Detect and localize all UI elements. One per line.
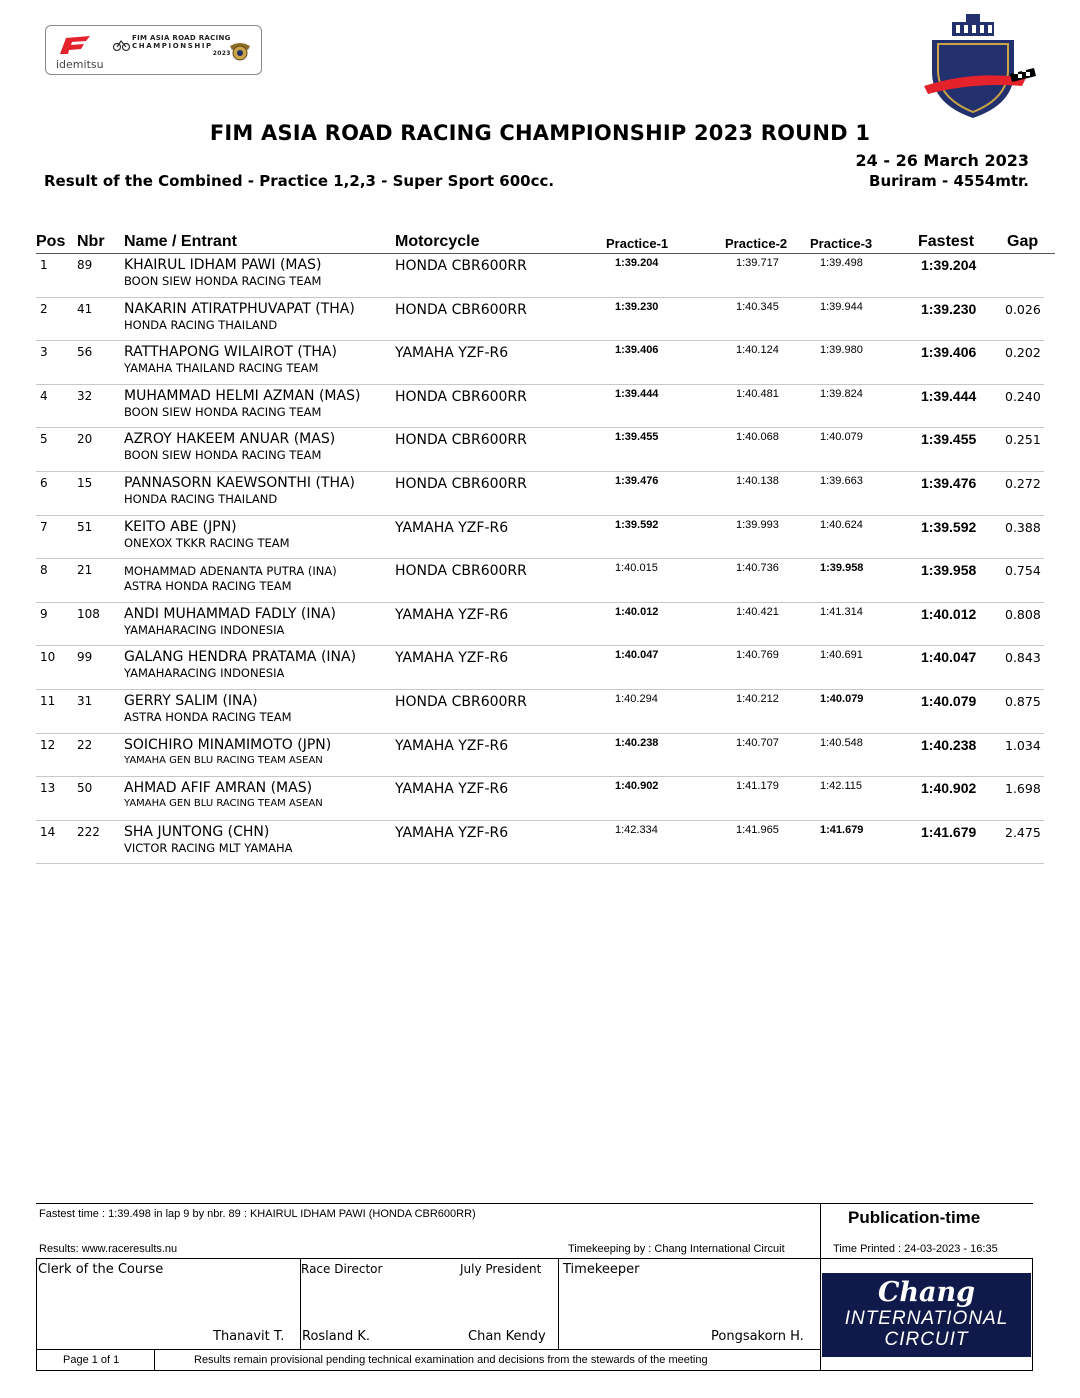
cell-gap: 0.843 (1005, 650, 1041, 666)
cell-pos: 8 (40, 563, 48, 578)
cell-rider-name: KEITO ABE (JPN) (124, 518, 237, 535)
cell-practice-2: 1:40.707 (736, 736, 779, 749)
fim-emblem-icon (228, 40, 252, 62)
cell-practice-1: 1:40.015 (615, 562, 658, 575)
timekeeper-label: Timekeeper (563, 1262, 640, 1277)
cell-practice-2: 1:39.993 (736, 518, 779, 531)
col-header-fastest: Fastest (918, 233, 975, 250)
table-row (36, 559, 1044, 603)
cell-practice-1: 1:40.902 (615, 780, 659, 793)
table-row (36, 341, 1044, 385)
table-row (36, 428, 1044, 472)
cell-gap: 0.026 (1005, 301, 1041, 317)
timekeeping-credit: Timekeeping by : Chang International Circuit (568, 1243, 785, 1255)
cell-number: 222 (77, 824, 100, 839)
cell-practice-3: 1:42.115 (820, 780, 863, 793)
cell-rider-name: MUHAMMAD HELMI AZMAN (MAS) (124, 387, 361, 404)
cell-gap: 0.754 (1005, 563, 1041, 579)
cell-practice-1: 1:39.592 (615, 518, 659, 531)
table-row (36, 821, 1044, 865)
cell-practice-2: 1:40.736 (736, 562, 779, 575)
cell-number: 21 (77, 563, 93, 578)
cell-rider-name: AHMAD AFIF AMRAN (MAS) (124, 780, 313, 797)
cell-motorcycle: HONDA CBR600RR (395, 476, 527, 492)
race-director-label: Race Director (301, 1262, 383, 1276)
col-header-practice-2: Practice-2 (725, 236, 788, 251)
cell-number: 50 (77, 781, 93, 796)
footer-rule-left (36, 1258, 37, 1371)
footer-rule-bottom (36, 1370, 1033, 1371)
cell-pos: 12 (40, 737, 56, 752)
cell-practice-2: 1:39.717 (736, 257, 779, 269)
cell-rider-name: NAKARIN ATIRATPHUVAPAT (THA) (124, 300, 355, 317)
cell-motorcycle: HONDA CBR600RR (395, 388, 527, 405)
cell-motorcycle: YAMAHA YZF-R6 (395, 345, 509, 362)
col-header-practice-3: Practice-3 (810, 236, 873, 251)
cell-fastest: 1:40.047 (921, 649, 977, 666)
cell-rider-name: SHA JUNTONG (CHN) (124, 823, 270, 840)
cell-pos: 9 (40, 606, 48, 621)
cell-pos: 1 (40, 258, 48, 272)
time-printed: Time Printed : 24-03-2023 - 16:35 (833, 1243, 998, 1255)
cell-practice-3: 1:41.679 (820, 823, 864, 836)
buriram-circuit-logo-icon (914, 12, 1039, 120)
chang-logo-circuit: CIRCUIT (884, 1329, 969, 1350)
cell-practice-2: 1:40.138 (736, 475, 779, 487)
series-year: 2023 (212, 50, 231, 57)
footer-rule-page-col (154, 1349, 155, 1371)
cell-practice-2: 1:40.421 (736, 605, 779, 618)
chang-circuit-logo (822, 1273, 1031, 1357)
cell-practice-3: 1:39.980 (820, 344, 863, 357)
cell-motorcycle: HONDA CBR600RR (395, 301, 527, 318)
cell-fastest: 1:40.902 (921, 780, 977, 797)
cell-practice-1: 1:40.238 (615, 736, 659, 749)
cell-practice-3: 1:39.958 (820, 562, 864, 575)
publication-time-label: Publication-time (848, 1208, 981, 1227)
jury-president-label: July President (460, 1262, 542, 1276)
cell-practice-3: 1:40.624 (820, 518, 863, 531)
cell-rider-name: ANDI MUHAMMAD FADLY (INA) (124, 605, 336, 622)
cell-practice-2: 1:40.068 (736, 431, 779, 444)
cell-practice-3: 1:39.824 (820, 387, 863, 400)
cell-practice-3: 1:40.079 (820, 431, 863, 444)
cell-gap: 0.251 (1005, 432, 1041, 448)
cell-team: YAMAHARACING INDONESIA (124, 622, 285, 637)
timekeeper-name: Pongsakorn H. (711, 1329, 804, 1344)
cell-team: YAMAHA GEN BLU RACING TEAM ASEAN (124, 798, 323, 810)
cell-practice-1: 1:42.334 (615, 823, 658, 836)
cell-motorcycle: HONDA CBR600RR (395, 432, 527, 449)
cell-team: HONDA RACING THAILAND (124, 492, 278, 506)
cell-number: 108 (77, 606, 100, 621)
cell-fastest: 1:39.230 (921, 300, 977, 317)
cell-motorcycle: YAMAHA YZF-R6 (395, 737, 509, 754)
clerk-label: Clerk of the Course (38, 1262, 164, 1277)
cell-practice-2: 1:40.212 (736, 693, 779, 705)
cell-practice-1: 1:39.230 (615, 300, 659, 313)
footer-rule-top (36, 1203, 1033, 1204)
idemitsu-wordmark: idemitsu (56, 58, 104, 71)
cell-gap: 0.240 (1005, 388, 1041, 404)
cell-number: 32 (77, 388, 93, 403)
cell-fastest: 1:39.476 (921, 475, 977, 491)
cell-practice-2: 1:41.179 (736, 780, 779, 793)
col-header-motorcycle: Motorcycle (395, 233, 480, 250)
cell-practice-3: 1:39.498 (820, 257, 863, 269)
cell-practice-3: 1:40.548 (820, 736, 863, 749)
cell-practice-2: 1:40.124 (736, 344, 779, 357)
jury-president-name: Chan Kendy (468, 1329, 546, 1344)
cell-practice-2: 1:41.965 (736, 823, 779, 836)
series-line-2: CHAMPIONSHIP (132, 42, 213, 50)
cell-number: 41 (77, 301, 93, 316)
cell-fastest: 1:39.455 (921, 431, 977, 448)
page-title: FIM ASIA ROAD RACING CHAMPIONSHIP 2023 ROUND 1 (209, 121, 871, 145)
cell-pos: 6 (40, 476, 48, 490)
cell-team: ONEXOX TKKR RACING TEAM (124, 535, 290, 550)
fim-bike-icon (112, 36, 130, 52)
cell-gap: 0.808 (1005, 606, 1041, 622)
col-header-pos: Pos (36, 233, 66, 250)
table-row (36, 385, 1044, 429)
cell-rider-name: KHAIRUL IDHAM PAWI (MAS) (124, 257, 322, 273)
cell-pos: 11 (40, 694, 56, 708)
cell-practice-2: 1:40.481 (736, 387, 779, 400)
cell-fastest: 1:39.444 (921, 387, 977, 404)
col-header-gap: Gap (1007, 233, 1039, 250)
cell-practice-3: 1:40.691 (820, 649, 863, 662)
cell-motorcycle: YAMAHA YZF-R6 (395, 824, 509, 841)
table-row (36, 646, 1044, 690)
cell-rider-name: RATTHAPONG WILAIROT (THA) (124, 344, 337, 361)
cell-motorcycle: YAMAHA YZF-R6 (395, 650, 509, 667)
cell-pos: 13 (40, 781, 56, 796)
cell-practice-1: 1:39.455 (615, 431, 659, 444)
cell-practice-1: 1:39.476 (615, 475, 659, 487)
cell-fastest: 1:39.958 (921, 562, 977, 579)
chang-logo-word: Chang (877, 1277, 976, 1308)
cell-practice-2: 1:40.345 (736, 300, 779, 313)
cell-practice-3: 1:40.079 (820, 693, 864, 705)
table-row (36, 734, 1044, 778)
cell-fastest: 1:40.012 (921, 605, 977, 622)
table-row (36, 254, 1044, 298)
cell-fastest: 1:40.079 (921, 693, 977, 709)
cell-practice-1: 1:40.294 (615, 693, 658, 705)
series-wordmark (132, 34, 231, 58)
footer-rule-right-col (820, 1203, 821, 1371)
cell-rider-name: GERRY SALIM (INA) (124, 693, 258, 709)
page-number: Page 1 of 1 (63, 1354, 120, 1366)
cell-team: YAMAHA GEN BLU RACING TEAM ASEAN (124, 754, 323, 766)
cell-team: ASTRA HONDA RACING TEAM (124, 710, 292, 724)
cell-gap: 0.388 (1005, 519, 1041, 535)
cell-team: ASTRA HONDA RACING TEAM (124, 579, 292, 594)
cell-team: YAMAHARACING INDONESIA (124, 666, 285, 681)
cell-gap: 0.202 (1005, 345, 1041, 361)
cell-motorcycle: YAMAHA YZF-R6 (395, 519, 509, 536)
cell-practice-3: 1:39.944 (820, 300, 863, 313)
cell-team: BOON SIEW HONDA RACING TEAM (124, 404, 322, 419)
cell-gap: 0.272 (1005, 476, 1041, 491)
provisional-disclaimer: Results remain provisional pending technical examination and decisions from the stewards of the meeting (194, 1354, 708, 1366)
cell-number: 99 (77, 650, 93, 665)
table-row (36, 777, 1044, 821)
cell-fastest: 1:39.592 (921, 518, 977, 535)
footer-rule-col-2 (558, 1258, 559, 1349)
cell-team: YAMAHA THAILAND RACING TEAM (124, 361, 319, 376)
footer-rule-middle (36, 1258, 1033, 1259)
session-subtitle: Result of the Combined - Practice 1,2,3 - Super Sport 600cc. (44, 172, 555, 190)
cell-team: BOON SIEW HONDA RACING TEAM (124, 274, 322, 288)
cell-pos: 4 (40, 388, 48, 403)
cell-team: HONDA RACING THAILAND (124, 317, 278, 332)
cell-pos: 3 (40, 345, 48, 360)
cell-pos: 10 (40, 650, 56, 665)
cell-practice-3: 1:39.663 (820, 475, 863, 487)
cell-pos: 2 (40, 301, 48, 316)
cell-practice-1: 1:39.444 (615, 387, 659, 400)
table-row (36, 516, 1044, 560)
clerk-signature-name: Thanavit T. (213, 1329, 285, 1344)
table-row (36, 472, 1044, 516)
footer-rule-far-right (1032, 1258, 1033, 1371)
cell-fastest: 1:40.238 (921, 736, 977, 753)
table-row (36, 690, 1044, 734)
cell-fastest: 1:41.679 (921, 823, 977, 840)
cell-team: VICTOR RACING MLT YAMAHA (124, 840, 293, 855)
cell-fastest: 1:39.204 (921, 257, 977, 273)
cell-gap: 1.698 (1005, 781, 1041, 797)
race-director-name: Rosland K. (302, 1329, 371, 1344)
cell-practice-1: 1:40.012 (615, 605, 659, 618)
cell-practice-1: 1:39.406 (615, 344, 659, 357)
cell-motorcycle: HONDA CBR600RR (395, 694, 527, 710)
cell-number: 56 (77, 345, 93, 360)
table-row (36, 298, 1044, 342)
cell-practice-1: 1:39.204 (615, 257, 659, 269)
cell-pos: 7 (40, 519, 48, 534)
event-venue: Buriram - 4554mtr. (869, 172, 1029, 190)
col-header-practice-1: Practice-1 (606, 236, 669, 251)
col-header-nbr: Nbr (77, 233, 105, 250)
cell-number: 22 (77, 737, 93, 752)
cell-rider-name: GALANG HENDRA PRATAMA (INA) (124, 649, 357, 666)
cell-rider-name: SOICHIRO MINAMIMOTO (JPN) (124, 736, 332, 753)
chang-logo-international: INTERNATIONAL (844, 1308, 1009, 1329)
cell-rider-name: MOHAMMAD ADENANTA PUTRA (INA) (124, 564, 337, 579)
fastest-time-note: Fastest time : 1:39.498 in lap 9 by nbr. 89 : KHAIRUL IDHAM PAWI (HONDA CBR600RR) (39, 1208, 476, 1220)
cell-motorcycle: YAMAHA YZF-R6 (395, 606, 509, 623)
cell-number: 51 (77, 519, 93, 534)
table-row (36, 603, 1044, 647)
cell-number: 89 (77, 258, 93, 272)
cell-motorcycle: HONDA CBR600RR (395, 258, 527, 274)
event-dates: 24 - 26 March 2023 (855, 151, 1029, 170)
cell-pos: 14 (40, 824, 56, 839)
cell-motorcycle: YAMAHA YZF-R6 (395, 781, 509, 798)
cell-gap: 2.475 (1005, 824, 1041, 840)
cell-gap: 0.875 (1005, 694, 1041, 709)
cell-pos: 5 (40, 432, 48, 447)
cell-practice-2: 1:40.769 (736, 649, 779, 662)
cell-team: BOON SIEW HONDA RACING TEAM (124, 448, 322, 463)
col-header-name: Name / Entrant (124, 233, 237, 250)
series-line-1: FIM ASIA ROAD RACING (132, 34, 231, 42)
cell-gap: 1.034 (1005, 737, 1041, 753)
results-url: Results: www.raceresults.nu (39, 1243, 178, 1255)
footer-box (36, 1203, 1033, 1371)
cell-motorcycle: HONDA CBR600RR (395, 563, 527, 580)
cell-fastest: 1:39.406 (921, 344, 977, 361)
cell-rider-name: AZROY HAKEEM ANUAR (MAS) (124, 431, 336, 448)
cell-number: 15 (77, 476, 93, 490)
cell-practice-1: 1:40.047 (615, 649, 659, 662)
idemitsu-logo-icon (56, 32, 96, 58)
cell-number: 20 (77, 432, 93, 447)
cell-rider-name: PANNASORN KAEWSONTHI (THA) (124, 475, 356, 491)
cell-practice-3: 1:41.314 (820, 605, 863, 618)
cell-number: 31 (77, 694, 93, 708)
